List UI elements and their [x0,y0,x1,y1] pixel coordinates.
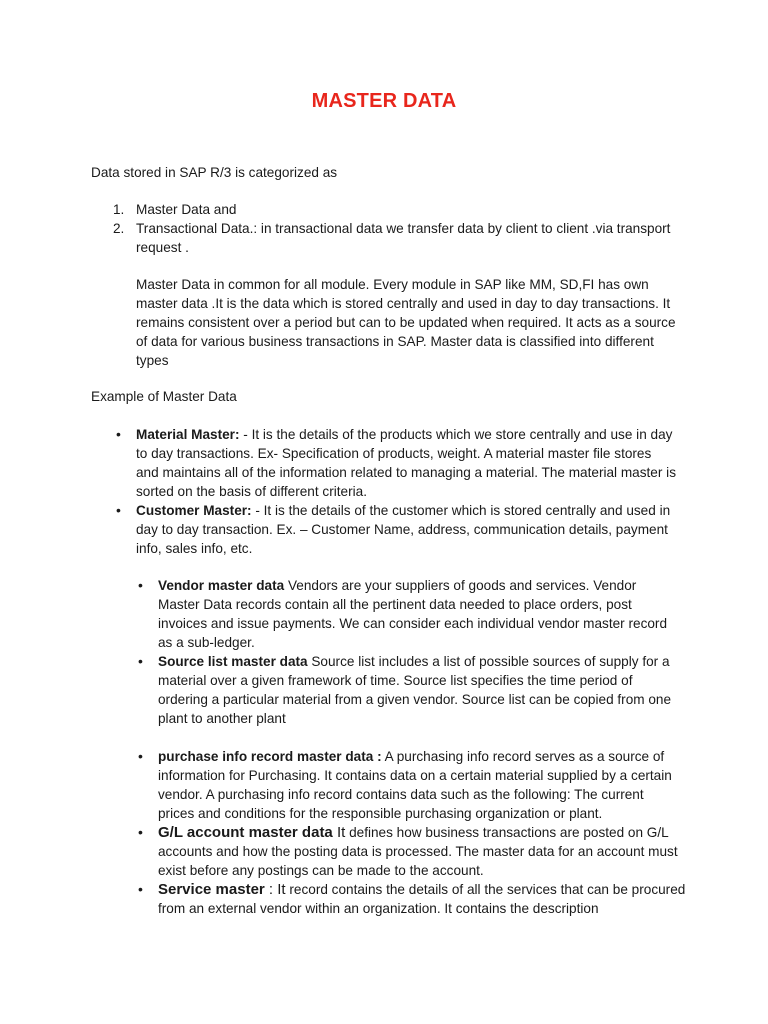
bullet-text: record contains the details of all the services that can be procured from an external vendor within an organization. It contains the description [158,882,686,916]
bullet-vendor-master [138,576,678,652]
list-number: 1. [113,202,125,217]
bullet-term: G/L account master data [158,824,337,841]
bullet-text: Vendors are your suppliers of goods and services. Vendor Master Data records contain all the pertinent data needed to place orders, post invoices and issue payments. We can consider each individual vendor master record as a sub-ledger. [158,578,668,650]
bullet-text: defines how business transactions are posted on G/L accounts and how the posting data is processed. The master data for an account must exist before any postings can be made to the account. [158,825,678,878]
bullet-term: Vendor master data [158,578,285,593]
bullet-icon: • [138,748,143,764]
bullet-icon: • [116,426,121,442]
bullet-term: Material Master: [136,427,240,442]
numbered-item [113,219,673,257]
bullet-term: purchase info record master data : [158,749,382,764]
bullet-icon: • [116,502,121,518]
bullet-lead: It [336,824,346,841]
bullet-text: - It is the details of the customer which is stored centrally and used in day to day transaction. Ex. – Customer Name, address, communication details, payment info, sales info, etc. [136,503,671,556]
list-item-text: Transactional Data.: in transactional data we transfer data by client to client .via transport request . [136,221,671,255]
numbered-item [113,200,673,219]
bullet-term: Source list master data [158,654,308,669]
list-item-text: Master Data and [136,202,237,217]
bullet-purchase-info-record [138,747,678,823]
example-heading: Example of Master Data [91,389,237,404]
bullet-customer-master [116,501,676,558]
bullet-text: A purchasing info record serves as a source of information for Purchasing. It contains data on a certain material supplied by a certain vendor. A purchasing info record contains data such as the following: The current prices and conditions for the responsible purchasing organization or plant. [158,749,672,821]
bullet-term: Customer Master: [136,503,252,518]
bullet-icon: • [138,824,143,840]
page-title: MASTER DATA [311,90,457,112]
bullet-text: - It is the details of the products which we store centrally and use in day to day transactions. Ex- Specification of products, weight. A material master file stores and maintains all of the information related to managing a material. The material master is sorted on the basis of different criteria. [136,427,676,499]
list-number: 2. [113,221,125,236]
numbered-list [113,200,673,257]
bullet-icon: • [138,653,143,669]
master-data-paragraph: Master Data in common for all module. Every module in SAP like MM, SD,FI has own master data .It is the data which is stored centrally and used in day to day transactions. It remains consistent over a period but can to be updated when required. It acts as a source of data for various business transactions in SAP. Master data is classified into different types [136,277,676,368]
bullet-gl-account [138,823,688,880]
bullet-material-master [116,425,676,501]
bullet-source-list [138,652,678,728]
bullet-icon: • [138,577,143,593]
bullet-lead: : It [264,881,286,898]
intro-text: Data stored in SAP R/3 is categorized as [91,165,338,180]
bullet-service-master [138,880,688,918]
bullet-term: Service master [158,881,265,898]
bullet-icon: • [138,881,143,897]
bullet-text: Source list includes a list of possible sources of supply for a material over a given framework of time. Source list specifies the time period of ordering a particular material from a given vendor. Source list can be copied from one plant to another plant [158,654,672,726]
